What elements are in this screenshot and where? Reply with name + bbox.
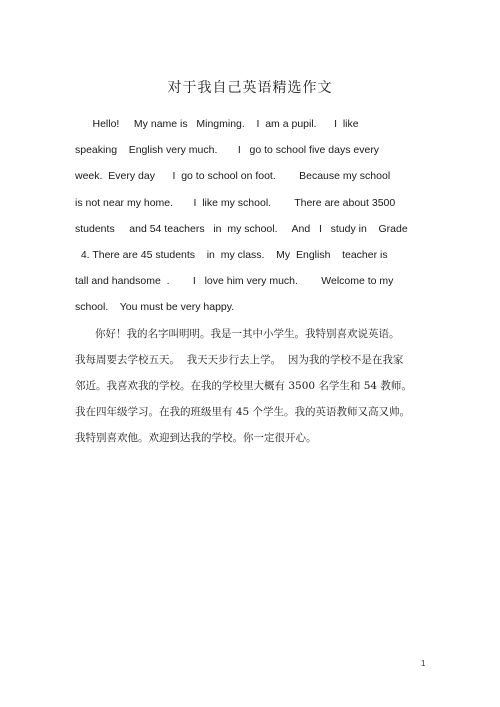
chinese-line-2: 我每周要去学校五天。 我天天步行去上学。 因为我的学校不是在我家: [75, 354, 404, 366]
english-line-7: tall and handsome . I love him very much. Welcome to my: [75, 275, 394, 287]
english-line-6: 4. There are 45 students in my class. My English teacher is: [75, 249, 388, 261]
english-line-8: school. You must be very happy.: [75, 301, 235, 313]
document-title: 对于我自己英语精选作文: [167, 80, 333, 96]
english-line-4: is not near my home. I like my school. There are about 3500: [75, 197, 396, 209]
english-line-5: students and 54 teachers in my school. And I study in Grade: [75, 223, 408, 235]
chinese-line-5: 我特别喜欢他。欢迎到达我的学校。你一定很开心。: [75, 432, 317, 444]
english-line-1: Hello! My name is Mingming. I am a pupil. I like: [75, 118, 359, 130]
page-number: 1: [421, 659, 426, 668]
english-line-2: speaking English very much. I go to school five days every: [75, 144, 380, 156]
chinese-line-1: 你好！我的名字叫明明。我是一其中小学生。我特别喜欢说英语。: [75, 328, 400, 340]
chinese-line-3: 邻近。我喜欢我的学校。在我的学校里大概有 3500 名学生和 54 教师。: [75, 380, 412, 392]
chinese-line-4: 我在四年级学习。在我的班级里有 45 个学生。我的英语教师又高又帅。: [75, 406, 411, 418]
english-line-3: week. Every day I go to school on foot. Because my school: [75, 170, 391, 182]
